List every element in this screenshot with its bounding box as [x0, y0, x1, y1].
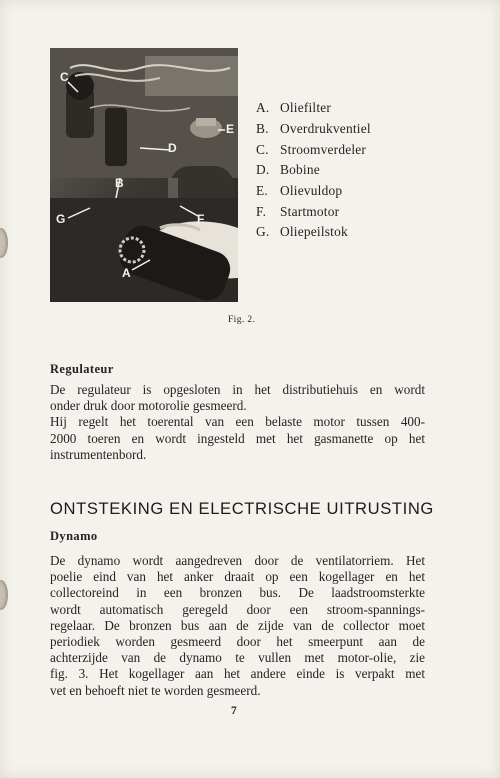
paragraph-dynamo: [50, 553, 425, 699]
text-line: collectoreind in een bronzen bus. De laadstroomsterkte: [50, 585, 425, 601]
legend-letter: A.: [256, 100, 270, 116]
legend-item: [256, 201, 456, 222]
text-line: De dynamo wordt aangedreven door de ventilatorriem. Het: [50, 553, 425, 568]
legend-item: [256, 139, 456, 160]
text-line: regelaar. De bronzen bus aan de zijde van de collector moet: [50, 617, 425, 633]
legend-letter: E.: [256, 183, 268, 199]
legend-label: Stroomverdeler: [280, 141, 367, 157]
callout-a: A: [122, 266, 131, 280]
legend-item: [256, 98, 456, 119]
callout-d: D: [168, 141, 177, 155]
figure-caption: Fig. 2.: [228, 315, 256, 325]
legend-item: [256, 160, 456, 181]
legend-letter: C.: [256, 141, 269, 157]
legend-label: Olievuldop: [280, 183, 343, 199]
callout-g: G: [56, 212, 66, 226]
text-line: instrumentenbord.: [50, 446, 147, 462]
callout-b: B: [115, 176, 124, 190]
legend-letter: G.: [256, 224, 270, 240]
punch-hole-bottom: [0, 580, 8, 610]
legend-item: [256, 181, 456, 202]
legend-letter: B.: [256, 121, 269, 137]
callout-f: F: [197, 212, 205, 226]
legend-letter: F.: [256, 203, 267, 219]
legend-label: Overdrukventiel: [280, 121, 371, 137]
legend-item: [256, 222, 456, 243]
legend-item: [256, 119, 456, 140]
text-line: fig. 3. Het kogellager aan het andere einde is verpakt met: [50, 666, 425, 682]
engine-photo-illustration: [50, 48, 238, 302]
text-line: onder druk door motorolie gesmeerd.: [50, 398, 247, 414]
text-line: De regulateur is opgesloten in het distributiehuis en wordt: [50, 382, 425, 397]
text-line: 2000 toeren en wordt ingesteld met het gasmanette op het: [50, 430, 425, 446]
chapter-title: ONTSTEKING EN ELECTRISCHE UITRUSTING: [50, 499, 434, 518]
text-line: achterzijde van de dynamo te vullen met motor-olie, zie: [50, 650, 425, 666]
page-number: 7: [231, 705, 237, 717]
legend-label: Oliepeilstok: [280, 224, 348, 240]
section-heading-regulateur: Regulateur: [50, 362, 114, 376]
text-line: vet en behoeft niet te worden gesmeerd.: [50, 682, 261, 698]
paragraph-regulateur: [50, 382, 425, 463]
punch-hole-top: [0, 228, 8, 258]
section-heading-dynamo: Dynamo: [50, 529, 98, 543]
legend-label: Startmotor: [280, 203, 340, 219]
legend-label: Bobine: [280, 162, 320, 178]
text-line: wordt automatisch geregeld door een stroom-spannings-: [50, 601, 425, 617]
figure-legend: [256, 98, 456, 243]
text-line: poelie eind van het anker draait op een kogellager en het: [50, 569, 425, 585]
text-line: periodiek worden gesmeerd door het smeerpunt aan de: [50, 633, 425, 649]
callout-e: E: [226, 122, 235, 136]
legend-label: Oliefilter: [280, 100, 332, 116]
text-line: Hij regelt het toerental van een belaste motor tussen 400-: [50, 414, 425, 430]
engine-photo: [50, 48, 238, 302]
callout-c: C: [60, 70, 69, 84]
legend-letter: D.: [256, 162, 270, 178]
